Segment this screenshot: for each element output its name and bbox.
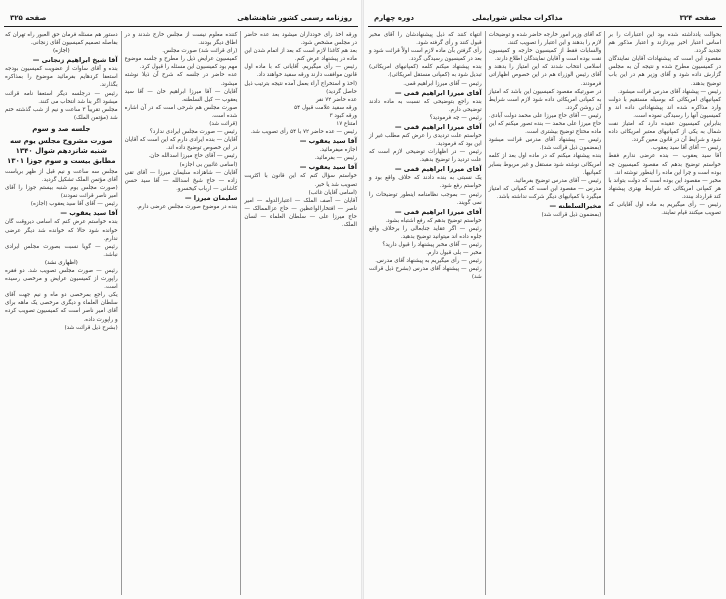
paragraph: رئیس — صورت مجلس ایرادی ندارد؟ [149,129,238,136]
paragraph: رئیس — رأی میگیریم به پیشنهاد آقای مدرس. [375,258,482,265]
paragraph: آقایان — بنده ایرادی دارم که این است که آقایان در این خصوص توضیح داده اند. [124,137,238,152]
paragraph: رئیس — پیشنهاد آقای مدرس (بشرح ذیل قرائت شد) [368,266,482,281]
columns [2,31,360,595]
speaker-name: آقا سید یعقوب — [299,137,357,146]
paragraph: اجازه میفرمائید. [319,147,357,154]
text-column [485,31,605,595]
paragraph: رئیس — آقای آقا سید یعقوب. [650,145,721,152]
paragraph: (بمضمون ذیل قرائت شد) [541,211,602,218]
paragraph: عده حاضر ۷۲ نفر [315,96,357,103]
paragraph: رئیس — آقای مخبر پیشنهاد را قبول دارید؟ [382,241,482,248]
paragraph: انتهاء کنند که ذیل پیشنهادشان را آقای مخبر قبول کنند و رأی گرفته شود. [368,32,482,47]
paragraph: رئیس — بموجب نظامنامه اینطور توضیحات را نمی گویند. [368,191,482,206]
paragraph: بنده راجع بتوضیحی که نسبت به ماده دادند توضیحی دارم. [368,98,482,113]
paragraph: مدرس — مقصود این است که کمپانی که امتیاز میگیرد با کمپانیهای دیگر شرکت نداشته باشد. [488,185,602,200]
paragraph: آقایان — شاهزاده سلیمان میرزا — آقای تقی زاده — حاج شیخ اسدالله — آقا سید حسن کاشانی — ارباب کیخسرو. [124,169,238,192]
page-title: مذاکرات مجلس شورایملی [472,14,563,22]
paragraph: رئیس — رأی میگیریم. آقایانی که با ماده اول قانون موافقت دارند ورقه سفید خواهند داد. [244,64,357,79]
paragraph: بنده پیشنهاد میکنم کلمه (کمپانیهای امریکائی) تبدیل شود به (کمپانی مستقل امریکائی). [368,64,482,79]
text-column [604,31,724,595]
text-column [240,31,360,595]
paragraph: بنابراین کمیسیون عقیده دارد که امتیاز نفت شمال به یکی از کمپانیهای معتبر امریکائی داده شود و شرایط آن در قانون معین گردد. [608,121,721,144]
paragraph: مجلس تقریباً ۳ ساعت و نیم از شب گذشته ختم شد (مؤتمن الملک) [4,106,118,121]
paragraph: رئیس — آقای میرزا ابراهیم قمی. [403,80,482,87]
speaker-name: آقا شیخ ابراهیم زنجانی — [32,56,118,65]
paragraph: رئیس — چه فرمودید؟ [429,114,482,121]
speaker-name: آقای میرزا ابراهیم قمی — [394,122,482,131]
paragraph: رئیس — پیشنهاد آقای مدرس قرائت میشود. [617,88,721,95]
paragraph: صورت مجلس هم شرحی است که در آن اشاره شده است. [124,104,238,119]
speaker-name: مخبرالسلطنه — [549,201,602,210]
paragraph: (رای قرائت شد) صورت مجلس. [162,48,238,55]
paragraph: کمیسیون عرایض ذیل را مطرح و جلسه موضوع مهم بود کمیسیون این مسئله را قبول کرد. [124,56,238,71]
paragraph: بنده در موضوع صورت مجلس عرضی دارم. [136,203,238,210]
speaker-name: آقای میرزا ابراهیم قمی — [394,207,482,216]
page-number: صفحه ۳۲۴ [679,14,716,22]
paragraph: کننده معلوم نیست از مجلس خارج شدند و در اطاق دیگر بودند. [124,32,238,47]
speaker-name: آقای میرزا ابراهیم قمی — [394,165,482,174]
paragraph: بحوالت یادداشته شده بود این اعتبارات را بر اساس اعتبار اخیر بپردازند و اعتبار مذکور هم تجدید گردد. [608,32,721,55]
paragraph: یکی راجع بمرخصی دو ماه و نیم جهت آقای سلطان العلماء و دیگری مرخصی یک ماهه برای آقای امیر ناصر است که کمیسیون تصویب کرده و راپورت داده. [4,292,118,323]
paragraph: رئیس — آقای حاج میرزا اسدالله خان. [148,153,238,160]
page-subtitle: صفحه ۳۲۵ [10,14,47,22]
paragraph: یک نسبتی به بنده دادند که خلاف واقع بود و خواستم رفع شود. [368,175,482,190]
speaker-name: آقای میرزا ابراهیم قمی — [394,88,482,97]
page-header [4,12,358,27]
paragraph: رئیس — پیشنهاد آقای مدرس قرائت میشود (بمضمون ذیل قرائت شد). [488,137,602,152]
paragraph: مخبر — مقصود این بوده است که دولت بتواند با هر کمپانی امریکائی که شرایط بهتری پیشنهاد کند قرارداد ببندد. [608,177,721,200]
paragraph: بنده و آقای ساوات از عضویت کمیسیون بودجه استعفا کردهایم بفرمائید موضوع را بمذاکره بگذارند. [4,66,118,89]
paragraph: رئیس — آقای حاج میرزا علی محمد دولت آبادی. [488,112,602,119]
paragraph: رئیس — عده حاضر ۷۲ با ۵۴ رأی تصویب شد. [250,129,357,136]
paragraph: رئیس — درجلسه دیگر استعفا نامه قرائت میشود اگر بنا شد انتخاب می کنند. [4,90,118,105]
paragraph: (اسامی آقایان غائب) [308,189,357,196]
paragraph: مقصود این است که پیشنهادات آقایان نمایندگان در کمیسیون مطرح شده و نتیجه آن به مجلس گزارش داده شود و آقای وزیر هم در این باب توضیح بدهند. [608,56,721,87]
page-subtitle: دوره چهارم [374,14,414,22]
paragraph: حاج میرزا علی محمد — بنده تصور میکنم که این ماده محتاج توضیح بیشتری است. [488,121,602,136]
paragraph: که آقای وزیر امور خارجه حاضر شده و توضیحات لازم را بدهند و این اعتبار را تصویب کنند. [488,32,602,47]
paragraph: رأی گرفتن بآن ماده لازم است اولاً قرائت شود و بعد در کمیسیون رسیدگی گردد. [368,48,482,63]
paragraph: رئیس — گویا نسبت بصورت مجلس ایرادی نباشد. [4,243,118,258]
paragraph: عده حاضر در جلسه که شرح آن ذیلا نوشته میشود. [124,72,238,87]
page-number: روزنامه رسمی کشور شاهنشاهی [237,14,352,22]
paragraph: رئیس — بفرمائید. [314,155,357,162]
paragraph: بنده پیشنهاد میکنم که در ماده اول بعد از کلمه امریکائی نوشته شود مستقل و غیر مربوط بسایر کمپانیها. [488,153,602,176]
paragraph: ورقه کبود ۳ [329,112,357,119]
paragraph: اسلامی انتخاب شدند که این امتیاز را بدهند و آقای رئیس الوزراء هم در این خصوص اظهاراتی فرمودند. [488,64,602,87]
paragraph: (بشرح ذیل قرائت شد) [64,324,118,331]
speaker-name: آقا سید یعقوب — [299,163,357,172]
paragraph: دستور هم مسئله فرمان حق العبور راه تهران که بفاصله تصمیم کمیسیون آقای زنجانی. [4,32,118,47]
page-left [0,0,362,599]
page-header [368,12,722,27]
text-column [121,31,241,595]
paragraph: خواستم علت تردیدی را عرض کنم مطلب غیر از این بود که فرمودید. [368,132,482,148]
paragraph: رئیس — صورت مجلس تصویب شد. دو فقره راپورت از کمیسیون عرایض و مرخصی رسیده است. [4,267,118,291]
paragraph: (اخذ و استخراج آراء بعمل آمده نتیجه بترتیب ذیل حاصل گردید) [244,80,357,95]
speaker-name: سلیمان میرزا — [184,193,238,202]
paragraph: رئیس — اگر عقاید جنابعالی را برخلاف واقع جلوه داده اند میتوانید توضیح بدهید. [368,225,482,240]
paragraph: (قرائت شد) [209,121,238,128]
section-heading: صورت مشروح مجلس یوم سه شنبه شانزدهم شوال ۱۳۴۰ مطابق بیست و سوم جوزا ۱۳۰۱ [7,136,116,165]
paragraph: رئیس — رأی میگیریم به ماده اول آقایانی که تصویب میکنند قیام نمایند. [608,201,721,217]
paragraph: کمپانیهای امریکائی که بوسیله مستقیم با دولت وارد مذاکره شده اند پیشنهاداتی داده اند و کمیسیون آنها را رسیدگی نموده است. [608,96,721,119]
paragraph: خواستم توضیح بدهم که رفع اشتباه بشود. [385,217,482,224]
paragraph: خواستم سؤال کنم که این قانون با اکثریت تصویب شد یا خیر. [244,173,357,188]
section-heading: جلسه صد و سوم [32,124,91,133]
paragraph: رئیس — در اظهارات توضیحی لازم است که علت تردید را توضیح بدهید. [368,149,482,164]
paragraph: (صورت مجلس یوم شنبه بیستم جوزا را آقای امیر ناصر قرائت نمودند) [4,185,118,200]
paragraph: والسابات فقط از کمیسیون خارجه و کمیسیون نفت بوده است و آقایان نمایندگان اطلاع دارند. [488,48,602,63]
paragraph: ورقه سفید علامت قبول ۵۴ [294,104,357,111]
columns [366,31,724,595]
text-column [366,31,485,595]
paragraph: آقایان — آقا میرزا ابراهیم خان — آقا سید یعقوب — کیل السلطنه. [124,88,238,103]
paragraph: امتناع ۱۷ [336,121,357,128]
text-column [2,31,121,595]
paragraph: رئیس — آقای آقا سید یعقوب (اجازه) [30,201,118,208]
paragraph: (اسامی غائبین بی اجازه) [179,161,238,168]
paragraph: آقایان — آصف الملک — اعتبارالدوله — امیر ناصر — افتخارالواعظین — حاج عزالممالک — حاج میرزا علی — سلطان العلماء — لسان الملک. [244,197,357,228]
page-right [364,0,726,599]
paragraph: ورقه اخذ رأی خودداران میشود بعد عده حاضر در مجلس مشخص شود. [244,32,357,47]
paragraph: (اجازه) [52,48,70,55]
speaker-name: آقا سید یعقوب — [60,209,118,218]
paragraph: (اظهاری نشد) [44,259,78,266]
paragraph: مجلس سه ساعت و نیم قبل از ظهر بریاست آقای مؤتمن الملک تشکیل گردید. [4,168,118,184]
paragraph: بنده خواستم عرض کنم که اسامی دیروقت گان خوانده شود حالا که خوانده شد دیگر عرضی ندارم. [4,219,118,242]
paragraph: مخبر — بلی قبول دارم. [426,250,482,257]
paragraph: رئیس — آقای مدرس توضیح بفرمائید. [513,177,602,184]
paragraph: در صورتیکه مقصود کمیسیون این باشد که امتیاز به کمپانی امریکائی داده شود لازم است شرایط آن روشن گردد. [488,88,602,111]
paragraph: آقا سید یعقوب — بنده عرضی ندارم فقط خواستم توضیح بدهم که مقصود کمیسیون چه بوده است و چرا این ماده را اینطور نوشته اند. [608,153,721,176]
paragraph: بعد هم کاغذا لازم است که بعد از اتمام شدن این ماده در پیشنهاد عرض کنم. [244,48,357,63]
